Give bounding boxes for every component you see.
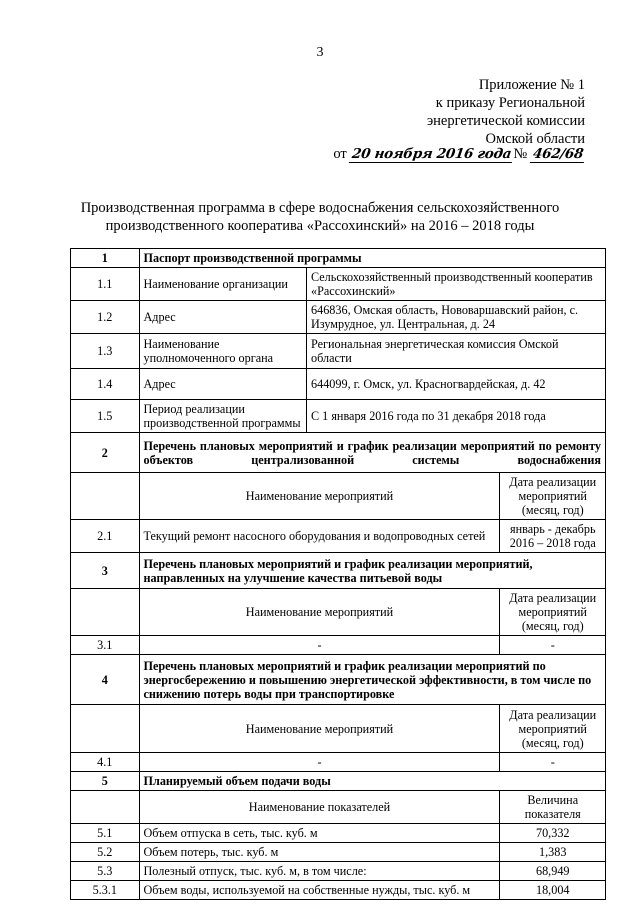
table-row	[71, 636, 606, 655]
row-number: 3.1	[71, 636, 140, 655]
column-header-date: Дата реализации мероприятий (месяц, год)	[500, 473, 606, 520]
row-label: Наименование организации	[139, 268, 307, 301]
appendix-line-4: Омской области	[485, 131, 585, 147]
column-header-name: Наименование мероприятий	[139, 589, 500, 636]
title-line-2: производственного кооператива «Рассохинский» на 2016 – 2018 годы	[105, 218, 535, 234]
section-5-title: Планируемый объем подачи воды	[139, 772, 606, 791]
table-row	[71, 881, 606, 900]
row-number: 4.1	[71, 753, 140, 772]
appendix-line-1: Приложение № 1	[478, 77, 585, 93]
row-name: -	[139, 636, 500, 655]
row-number: 5.1	[71, 824, 140, 843]
row-name: Объем воды, используемой на собственные нужды, тыс. куб. м	[139, 881, 500, 900]
section-2-title: Перечень плановых мероприятий и график реализации мероприятий по ремонту объектов централизованной системы водоснабжения	[139, 433, 606, 473]
row-date: -	[500, 636, 606, 655]
row-number: 1.1	[71, 268, 140, 301]
table-row	[71, 400, 606, 433]
column-header-indicator: Наименование показателей	[139, 791, 500, 824]
row-number: 2.1	[71, 520, 140, 553]
column-header-value: Величина показателя	[500, 791, 606, 824]
empty-cell	[71, 791, 140, 824]
section-5-header	[71, 772, 606, 791]
section-3-number: 3	[71, 553, 140, 589]
row-label: Период реализации производственной программы	[139, 400, 307, 433]
row-name: -	[139, 753, 500, 772]
row-name: Текущий ремонт насосного оборудования и водопроводных сетей	[139, 520, 500, 553]
row-value: 1,383	[500, 843, 606, 862]
row-number: 5.3	[71, 862, 140, 881]
section-2-header	[71, 433, 606, 473]
row-number: 1.4	[71, 369, 140, 400]
row-value: 644099, г. Омск, ул. Красногвардейская, д. 42	[307, 369, 606, 400]
section-2-column-headers	[71, 473, 606, 520]
row-name: Объем потерь, тыс. куб. м	[139, 843, 500, 862]
row-value: 18,004	[500, 881, 606, 900]
appendix-block	[427, 76, 585, 148]
row-value: 70,332	[500, 824, 606, 843]
column-header-date: Дата реализации мероприятий (месяц, год)	[500, 705, 606, 753]
column-header-name: Наименование мероприятий	[139, 473, 500, 520]
table-row	[71, 843, 606, 862]
empty-cell	[71, 705, 140, 753]
row-label: Адрес	[139, 369, 307, 400]
row-value: Сельскохозяйственный производственный кооператив «Рассохинский»	[307, 268, 606, 301]
page-number: 3	[316, 45, 324, 60]
row-label: Адрес	[139, 301, 307, 334]
row-number: 5.2	[71, 843, 140, 862]
row-number: 1.2	[71, 301, 140, 334]
column-header-name: Наименование мероприятий	[139, 705, 500, 753]
section-1-header	[71, 249, 606, 268]
row-label: Наименование уполномоченного органа	[139, 334, 307, 369]
row-value: С 1 января 2016 года по 31 декабря 2018 года	[307, 400, 606, 433]
date-prefix: от	[333, 146, 347, 162]
section-5-number: 5	[71, 772, 140, 791]
table-row	[71, 268, 606, 301]
row-date: -	[500, 753, 606, 772]
row-number: 1.3	[71, 334, 140, 369]
section-3-title: Перечень плановых мероприятий и график реализации мероприятий, направленных на улучшение качества питьевой воды	[139, 553, 606, 589]
table-row	[71, 753, 606, 772]
table-row	[71, 520, 606, 553]
table-row	[71, 824, 606, 843]
section-4-column-headers	[71, 705, 606, 753]
document-title	[60, 199, 580, 235]
row-value: 646836, Омская область, Нововаршавский район, с. Изумрудное, ул. Центральная, д. 24	[307, 301, 606, 334]
table-row	[71, 334, 606, 369]
section-3-header	[71, 553, 606, 589]
row-date: январь - декабрь 2016 – 2018 года	[500, 520, 606, 553]
empty-cell	[71, 473, 140, 520]
table-row	[71, 862, 606, 881]
section-4-header	[71, 655, 606, 705]
row-number: 5.3.1	[71, 881, 140, 900]
section-2-number: 2	[71, 433, 140, 473]
section-1-number: 1	[71, 249, 140, 268]
section-3-column-headers	[71, 589, 606, 636]
handwritten-order-number: 462/68	[530, 146, 586, 163]
row-number: 1.5	[71, 400, 140, 433]
section-1-title: Паспорт производственной программы	[139, 249, 606, 268]
section-4-number: 4	[71, 655, 140, 705]
section-5-column-headers	[71, 791, 606, 824]
title-line-1: Производственная программа в сфере водоснабжения сельскохозяйственного	[80, 200, 560, 216]
section-4-title: Перечень плановых мероприятий и график реализации мероприятий по энергосбережению и повышению энергетической эффективности, в том числе по снижению потерь воды при транспортировке	[139, 655, 606, 705]
row-value: 68,949	[500, 862, 606, 881]
appendix-line-3: энергетической комиссии	[426, 113, 585, 129]
appendix-line-2: к приказу Региональной	[435, 95, 585, 111]
row-value: Региональная энергетическая комиссия Омской области	[307, 334, 606, 369]
handwritten-date: 20 ноября 2016 года	[349, 146, 514, 163]
table-row	[71, 369, 606, 400]
production-program-table	[70, 248, 606, 900]
column-header-date: Дата реализации мероприятий (месяц, год)	[500, 589, 606, 636]
number-prefix: №	[513, 146, 528, 162]
table-row	[71, 301, 606, 334]
row-name: Объем отпуска в сеть, тыс. куб. м	[139, 824, 500, 843]
order-date-line	[333, 146, 585, 163]
empty-cell	[71, 589, 140, 636]
row-name: Полезный отпуск, тыс. куб. м, в том числе:	[139, 862, 500, 881]
